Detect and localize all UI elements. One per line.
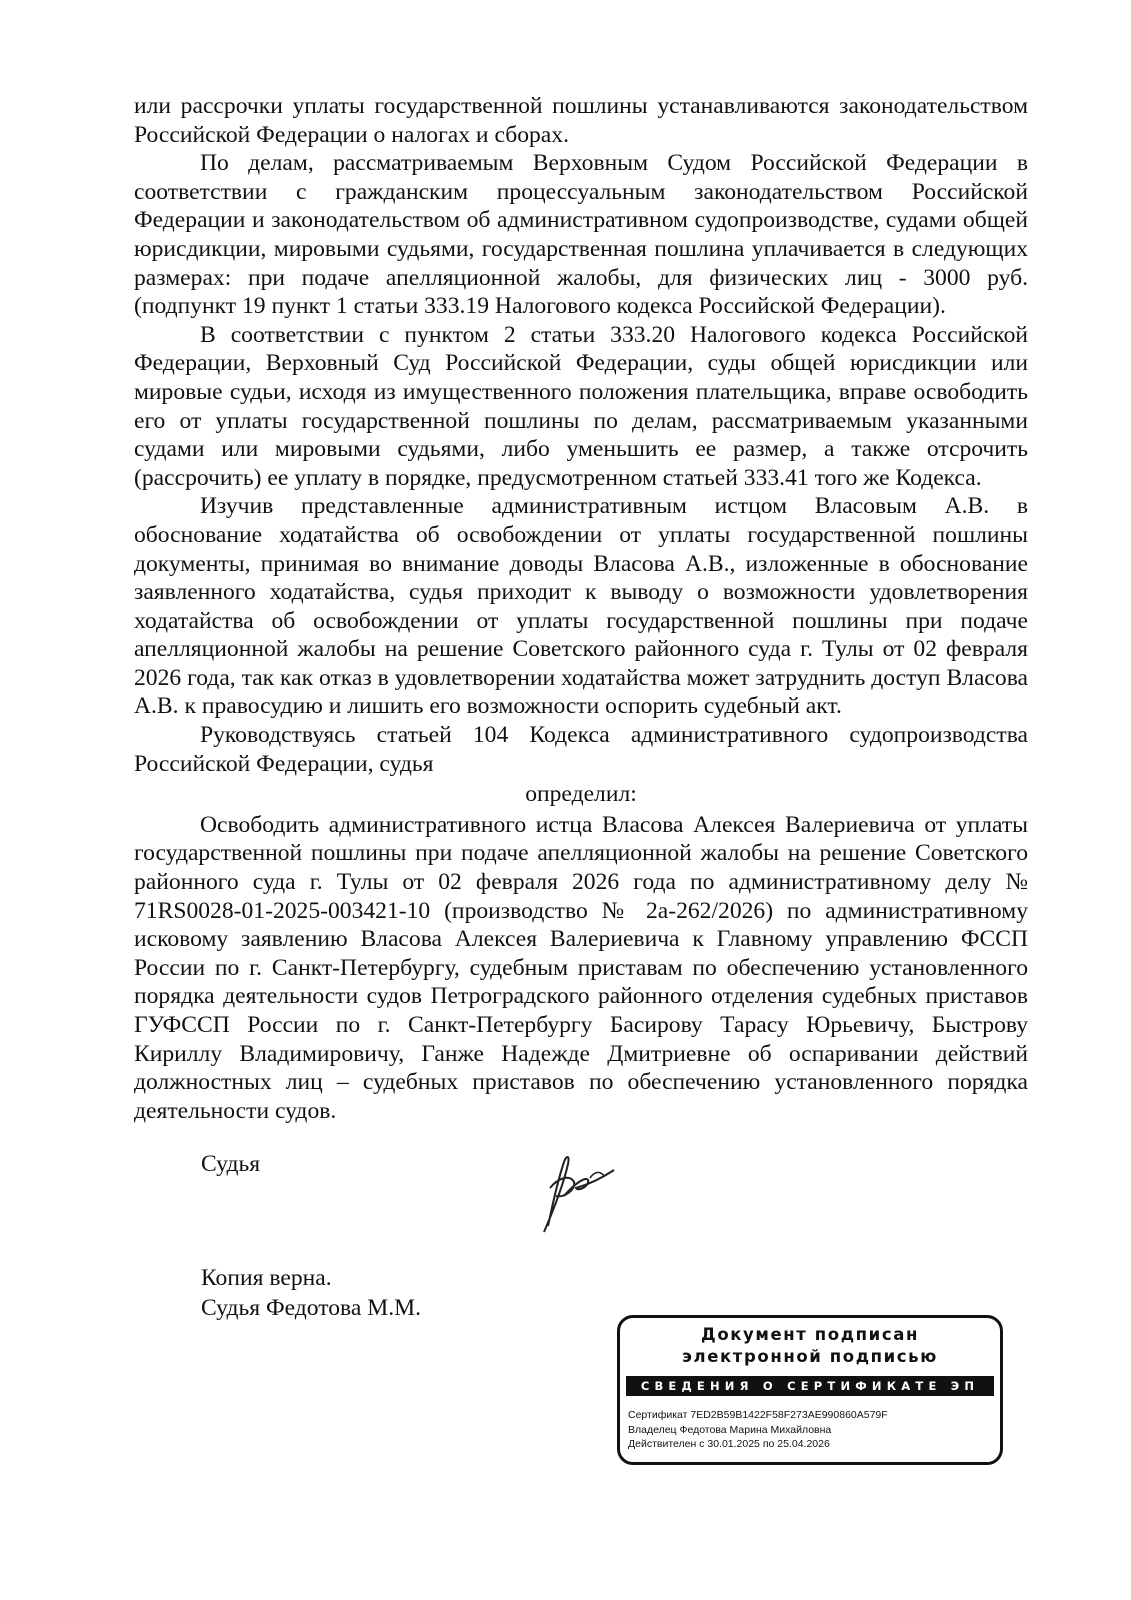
- decision-text: Освободить административного истца Власова Алексея Валериевича от уплаты государственной пошлины при подаче апелляционной жалобы на решение Советского районного суда г. Тулы от 02 февраля 2026 года по административному делу № 71RS0028-01-2025-003421-10 (производство № 2а-262/2026) по административному исковому заявлению Власова Алексея Валериевича к Главному управлению ФССП России по г. Санкт-Петербургу, судебным приставам по обеспечению установленного порядка деятельности судов Петроградского районного отделения судебных приставов ГУФССП России по г. Санкт-Петербургу Басирову Тарасу Юрьевичу, Быстрову Кириллу Владимировичу, Ганже Надежде Дмитриевне об оспаривании действий должностных лиц – судебных приставов по обеспечению установленного порядка деятельности судов.: [134, 811, 1028, 1124]
- paragraph-continuation: или рассрочки уплаты государственной пошлины устанавливаются законодательством Российской Федерации о налогах и сборах.: [134, 93, 1028, 148]
- copy-certified-label: Копия верна.: [201, 1265, 332, 1291]
- stamp-certificate-number: Сертификат 7ED2B59B1422F58F273AE990860A579F: [628, 1409, 888, 1421]
- stamp-title-line2: электронной подписью: [682, 1347, 938, 1366]
- decision-heading: определил:: [525, 781, 637, 808]
- handwritten-signature: [530, 1148, 640, 1238]
- paragraph-fee-sizes: По делам, рассматриваемым Верховным Судом Российской Федерации в соответствии с гражданским процессуальным законодательством Российской Федерации и законодательством об административном судопроизводстве, судами общей юрисдикции, мировыми судьями, государственная пошлина уплачивается в следующих размерах: при подаче апелляционной жалобы, для физических лиц - 3000 руб. (подпункт 19 пункт 1 статьи 333.19 Налогового кодекса Российской Федерации).: [134, 150, 1028, 320]
- stamp-certificate-band: СВЕДЕНИЯ О СЕРТИФИКАТЕ ЭП: [626, 1376, 994, 1396]
- copy-judge-name: Судья Федотова М.М.: [201, 1295, 422, 1321]
- stamp-validity: Действителен с 30.01.2025 по 25.04.2026: [628, 1438, 830, 1450]
- paragraph-fee-exemption-law: В соответствии с пунктом 2 статьи 333.20 Налогового кодекса Российской Федерации, Верховный Суд Российской Федерации, суды общей юрисдикции или мировые судьи, исходя из имущественного положения плательщика, вправе освободить его от уплаты государственной пошлины по делам, рассматриваемым указанными судами или мировыми судьями, либо уменьшить ее размер, а также отсрочить (рассрочить) ее уплату в порядке, предусмотренном статьей 333.41 того же Кодекса.: [134, 321, 1028, 491]
- document-body: [134, 92, 1028, 1125]
- judge-label: Судья: [201, 1151, 261, 1177]
- stamp-owner: Владелец Федотова Марина Михайловна: [628, 1423, 832, 1436]
- stamp-title: [620, 1324, 1000, 1368]
- paragraph-court-findings: Изучив представленные административным истцом Власовым А.В. в обоснование ходатайства об освобождении от уплаты государственной пошлины документы, принимая во внимание доводы Власова А.В., изложенные в обоснование заявленного ходатайства, судья приходит к выводу о возможности удовлетворения ходатайства об освобождении от уплаты государственной пошлины при подаче апелляционной жалобы на решение Советского районного суда г. Тулы от 02 февраля 2026 года, так как отказ в удовлетворении ходатайства может затруднить доступ Власова А.В. к правосудию и лишить его возможности оспорить судебный акт.: [134, 493, 1028, 720]
- electronic-signature-stamp: [617, 1315, 1003, 1465]
- paragraph-legal-basis: Руководствуясь статьей 104 Кодекса административного судопроизводства Российской Федерации, судья: [134, 722, 1028, 777]
- stamp-title-line1: Документ подписан: [701, 1325, 919, 1344]
- stamp-certificate-info: [628, 1408, 1000, 1452]
